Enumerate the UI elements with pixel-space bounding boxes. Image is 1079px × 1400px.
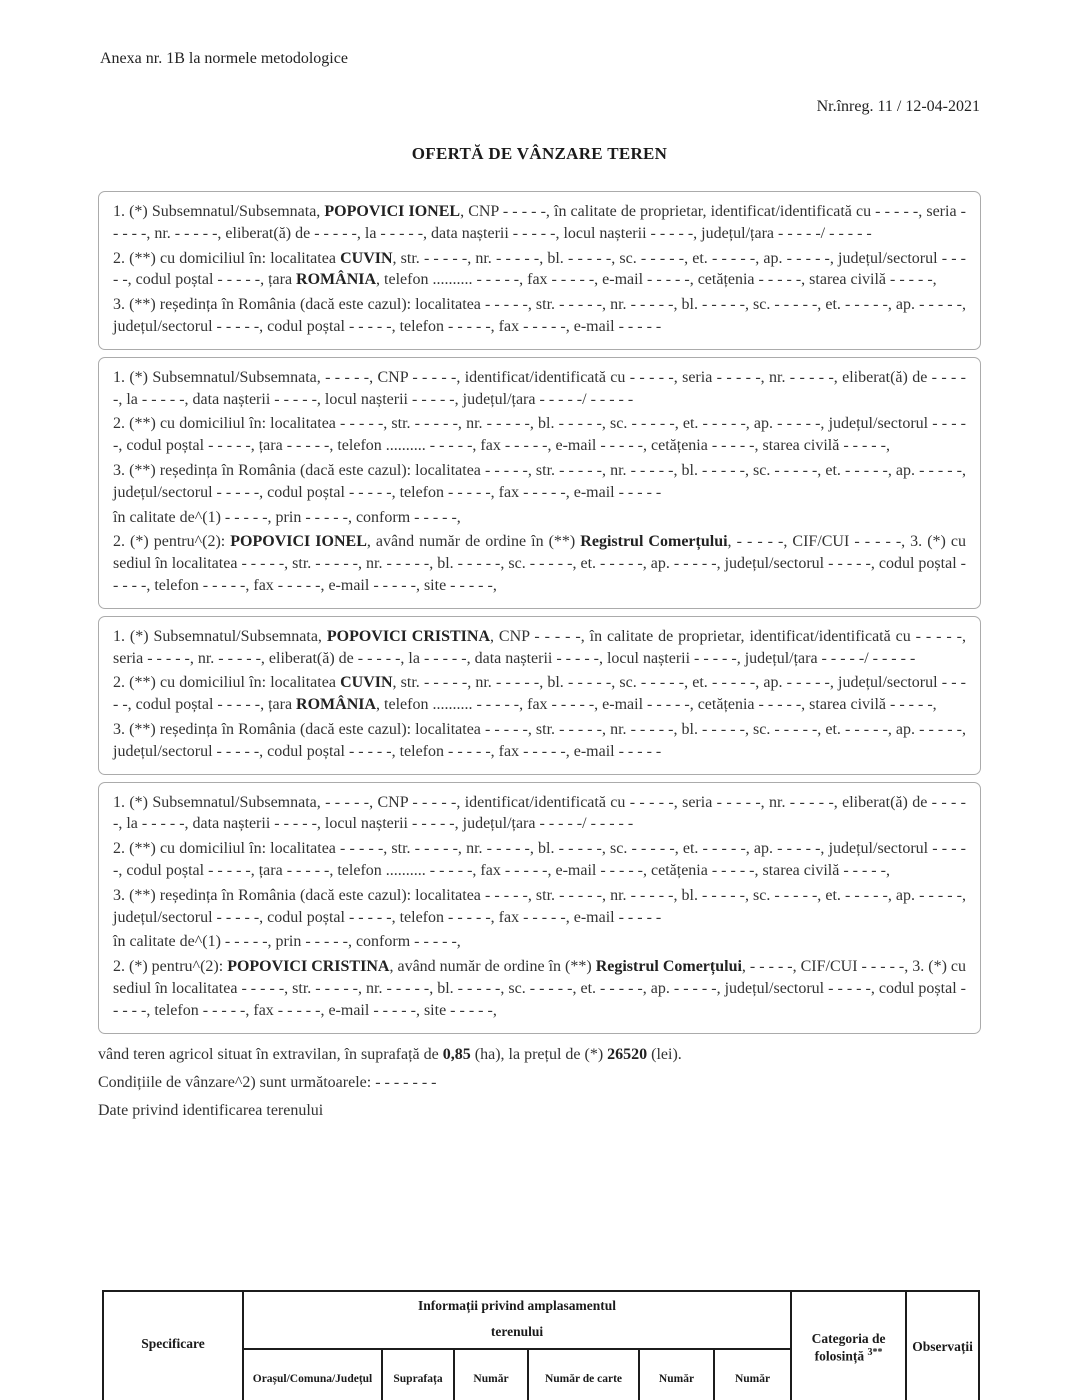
form-paragraph: 1. (*) Subsemnatul/Subsemnata, POPOVICI CRISTINA, CNP - - - - -, în calitate de proprietar, identificat/identificată cu - - - - -, seria - - - - -, nr. - - - - -, eliberat(ă) de - - - - -, la - - - - -, data nașterii - - - - -, locul nașterii - - - - -, județul/țara - - - - -/ - - - - - <box>113 627 966 667</box>
table-subheader-cell: Număr <box>639 1349 714 1400</box>
representative-section-1 <box>98 357 981 609</box>
form-paragraph: 2. (**) cu domiciliul în: localitatea - - - - -, str. - - - - -, nr. - - - - -, bl. - - - - -, sc. - - - - -, et. - - - - -, ap. - - - - -, județul/sectorul - - - - -, codul poștal - - - - -, țara - - - - -, telefon .......... - - - - -, fax - - - - -, e-mail - - - - -, cetățenia - - - - -, starea civilă - - - - -, <box>113 415 966 455</box>
form-paragraph: 3. (**) reședința în România (dacă este cazul): localitatea - - - - -, str. - - - - -, nr. - - - - -, bl. - - - - -, sc. - - - - -, et. - - - - -, ap. - - - - -, județul/sectorul - - - - -, codul poștal - - - - -, telefon - - - - -, fax - - - - -, e-mail - - - - - <box>113 720 966 760</box>
form-paragraph: 2. (*) pentru^(2): POPOVICI CRISTINA, având număr de ordine în (**) Registrul Comerțului, - - - - -, CIF/CUI - - - - -, 3. (*) cu sediul în localitatea - - - - -, str. - - - - -, nr. - - - - -, bl. - - - - -, sc. - - - - -, et. - - - - -, ap. - - - - -, județul/sectorul - - - - -, codul poștal - - - - -, telefon - - - - -, fax - - - - -, e-mail - - - - -, site - - - - -, <box>113 958 967 1019</box>
categoria-superscript: 3** <box>867 1347 883 1359</box>
table-header-specificare: Specificare <box>103 1291 243 1400</box>
categoria-label: Categoria de folosință <box>811 1331 886 1364</box>
form-paragraph: 1. (*) Subsemnatul/Subsemnata, - - - - -, CNP - - - - -, identificat/identificată cu - - - - -, seria - - - - -, nr. - - - - -, eliberat(ă) de - - - - -, la - - - - -, data nașterii - - - - -, locul nașterii - - - - -, județul/țara - - - - -/ - - - - - <box>113 793 966 833</box>
table-subheader-cell: Număr <box>714 1349 791 1400</box>
form-paragraph: 2. (**) cu domiciliul în: localitatea - - - - -, str. - - - - -, nr. - - - - -, bl. - - - - -, sc. - - - - -, et. - - - - -, ap. - - - - -, județul/sectorul - - - - -, codul poștal - - - - -, țara - - - - -, telefon .......... - - - - -, fax - - - - -, e-mail - - - - -, cetățenia - - - - -, starea civilă - - - - -, <box>113 840 966 879</box>
table-subheader-cell: Număr de carte <box>528 1349 639 1400</box>
form-content <box>98 191 981 1125</box>
form-paragraph: 2. (**) cu domiciliul în: localitatea CUVIN, str. - - - - -, nr. - - - - -, bl. - - - - -, sc. - - - - -, et. - - - - -, ap. - - - - -, județul/sectorul - - - - -, codul poștal - - - - -, țara ROMÂNIA, telefon .......... - - - - -, fax - - - - -, e-mail - - - - -, cetățenia - - - - -, starea civilă - - - - -, <box>113 249 967 289</box>
annex-label: Anexa nr. 1B la normele metodologice <box>100 50 348 67</box>
sale-summary-line: vând teren agricol situat în extravilan, în suprafață de 0,85 (ha), la prețul de (*) 26520 (lei). <box>98 1045 682 1063</box>
amplasament-line-1: Informații privind amplasamentul <box>418 1298 617 1313</box>
table-subheader-cell: Număr <box>454 1349 528 1400</box>
form-paragraph: în calitate de^(1) - - - - -, prin - - - - -, conform - - - - -, <box>113 508 461 526</box>
form-paragraph: 1. (*) Subsemnatul/Subsemnata, POPOVICI IONEL, CNP - - - - -, în calitate de proprietar, identificat/identificată cu - - - - -, seria - - - - -, nr. - - - - -, eliberat(ă) de - - - - -, la - - - - -, data nașterii - - - - -, locul nașterii - - - - -, județul/țara - - - - -/ - - - - - <box>113 203 966 242</box>
land-identification-table <box>102 1290 980 1400</box>
closing-block <box>98 1041 981 1125</box>
land-identification-heading: Date privind identificarea terenului <box>98 1101 324 1119</box>
form-paragraph: 3. (**) reședința în România (dacă este cazul): localitatea - - - - -, str. - - - - -, nr. - - - - -, bl. - - - - -, sc. - - - - -, et. - - - - -, ap. - - - - -, județul/sectorul - - - - -, codul poștal - - - - -, telefon - - - - -, fax - - - - -, e-mail - - - - - <box>113 886 966 926</box>
registration-number: Nr.înreg. 11 / 12-04-2021 <box>816 98 980 115</box>
page-title: OFERTĂ DE VÂNZARE TEREN <box>411 144 668 163</box>
table-subheader-cell: Orașul/Comuna/Județul <box>243 1349 382 1400</box>
form-paragraph: în calitate de^(1) - - - - -, prin - - - - -, conform - - - - -, <box>113 933 461 951</box>
table-header-amplasament <box>243 1291 791 1349</box>
owner-section-1 <box>98 191 981 350</box>
table-header-observatii: Observații <box>906 1291 979 1400</box>
table-header-row <box>103 1291 979 1349</box>
table-header-categoria <box>791 1291 906 1400</box>
form-paragraph: 1. (*) Subsemnatul/Subsemnata, - - - - -, CNP - - - - -, identificat/identificată cu - - - - -, seria - - - - -, nr. - - - - -, eliberat(ă) de - - - - -, la - - - - -, data nașterii - - - - -, locul nașterii - - - - -, județul/țara - - - - -/ - - - - - <box>113 368 966 408</box>
sale-conditions-line: Condițiile de vânzare^2) sunt următoarele: - - - - - - - <box>98 1073 437 1091</box>
form-paragraph: 2. (**) cu domiciliul în: localitatea CUVIN, str. - - - - -, nr. - - - - -, bl. - - - - -, sc. - - - - -, et. - - - - -, ap. - - - - -, județul/sectorul - - - - -, codul poștal - - - - -, țara ROMÂNIA, telefon .......... - - - - -, fax - - - - -, e-mail - - - - -, cetățenia - - - - -, starea civilă - - - - -, <box>113 674 967 714</box>
amplasament-line-2: terenului <box>490 1324 544 1339</box>
representative-section-2 <box>98 782 981 1034</box>
form-paragraph: 3. (**) reședința în România (dacă este cazul): localitatea - - - - -, str. - - - - -, nr. - - - - -, bl. - - - - -, sc. - - - - -, et. - - - - -, ap. - - - - -, județul/sectorul - - - - -, codul poștal - - - - -, telefon - - - - -, fax - - - - -, e-mail - - - - - <box>113 461 966 501</box>
owner-section-2 <box>98 616 981 775</box>
form-paragraph: 3. (**) reședința în România (dacă este cazul): localitatea - - - - -, str. - - - - -, nr. - - - - -, bl. - - - - -, sc. - - - - -, et. - - - - -, ap. - - - - -, județul/sectorul - - - - -, codul poștal - - - - -, telefon - - - - -, fax - - - - -, e-mail - - - - - <box>113 296 966 335</box>
table-subheader-cell: Suprafața <box>382 1349 454 1400</box>
form-paragraph: 2. (*) pentru^(2): POPOVICI IONEL, având număr de ordine în (**) Registrul Comerțului, - - - - -, CIF/CUI - - - - -, 3. (*) cu sediul în localitatea - - - - -, str. - - - - -, nr. - - - - -, bl. - - - - -, sc. - - - - -, et. - - - - -, ap. - - - - -, județul/sectorul - - - - -, codul poștal - - - - -, telefon - - - - -, fax - - - - -, e-mail - - - - -, site - - - - -, <box>113 533 967 594</box>
